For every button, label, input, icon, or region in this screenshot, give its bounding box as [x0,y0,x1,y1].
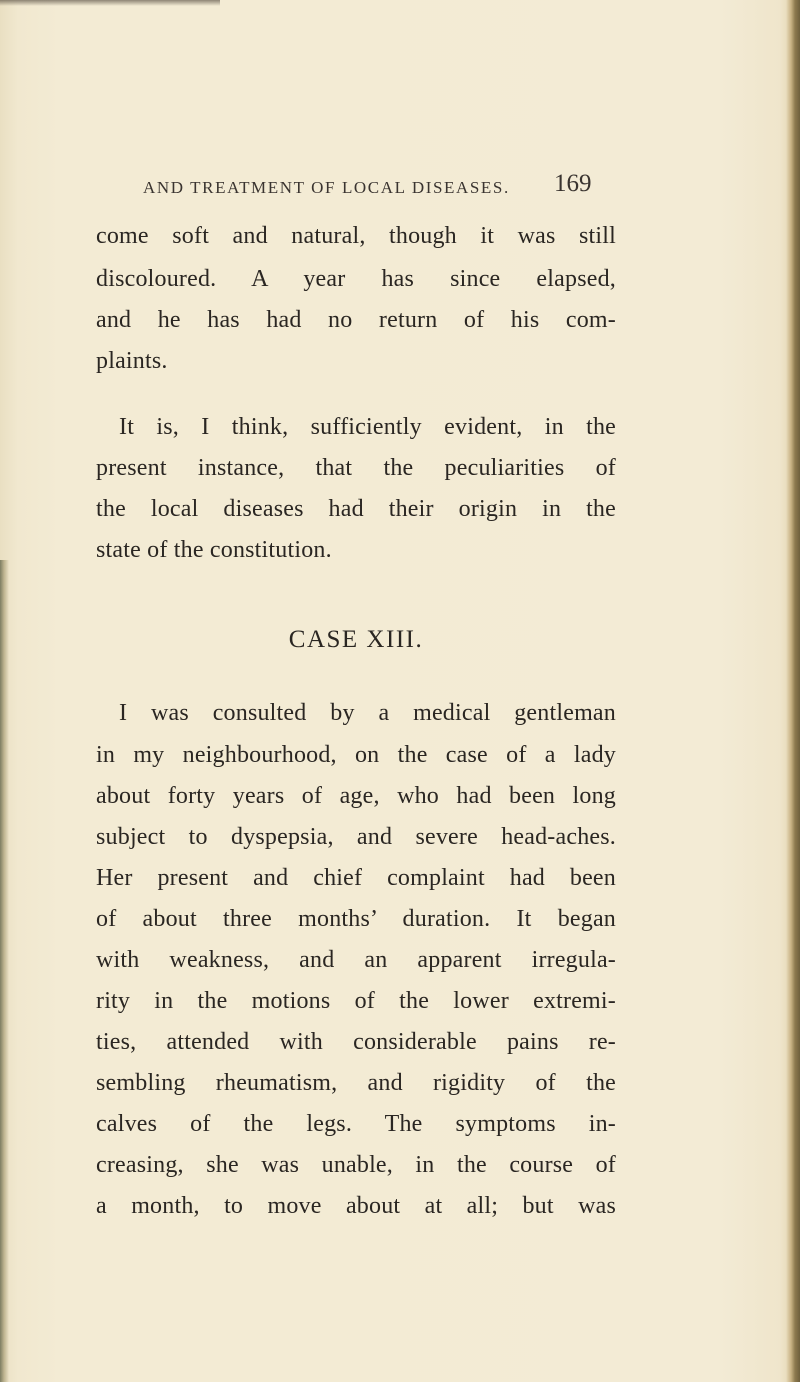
left-page-edge [0,560,9,1382]
text-line: Her present and chief complaint had been [96,865,616,891]
text-line: rity in the motions of the lower extremi- [96,988,616,1014]
text-line: subject to dyspepsia, and severe head-aches. [96,824,616,850]
page-number: 169 [554,170,592,197]
text-line: creasing, she was unable, in the course of [96,1152,616,1178]
right-binding-edge [786,0,800,1382]
running-head-title: AND TREATMENT OF LOCAL DISEASES. [143,178,510,197]
text-line: in my neighbourhood, on the case of a lady [96,742,616,768]
text-line: discoloured. A year has since elapsed, [96,266,616,292]
case-heading: CASE XIII. [288,626,424,653]
text-line: I was consulted by a medical gentleman [119,700,616,726]
text-line: come soft and natural, though it was still [96,223,616,249]
text-line: of about three months’ duration. It began [96,906,616,932]
text-line: plaints. [96,348,168,374]
text-line: state of the constitution. [96,537,332,563]
text-line: sembling rheumatism, and rigidity of the [96,1070,616,1096]
text-line: and he has had no return of his com- [96,307,616,333]
text-line: It is, I think, sufficiently evident, in the [119,414,616,440]
text-line: a month, to move about at all; but was [96,1193,616,1219]
text-line: ties, attended with considerable pains re- [96,1029,616,1055]
running-head [143,170,623,198]
top-edge-shadow [0,0,220,6]
text-line: calves of the legs. The symptoms in- [96,1111,616,1137]
text-line: present instance, that the peculiarities of [96,455,616,481]
text-line: the local diseases had their origin in the [96,496,616,522]
text-line: about forty years of age, who had been long [96,783,616,809]
text-line: with weakness, and an apparent irregula- [96,947,616,973]
